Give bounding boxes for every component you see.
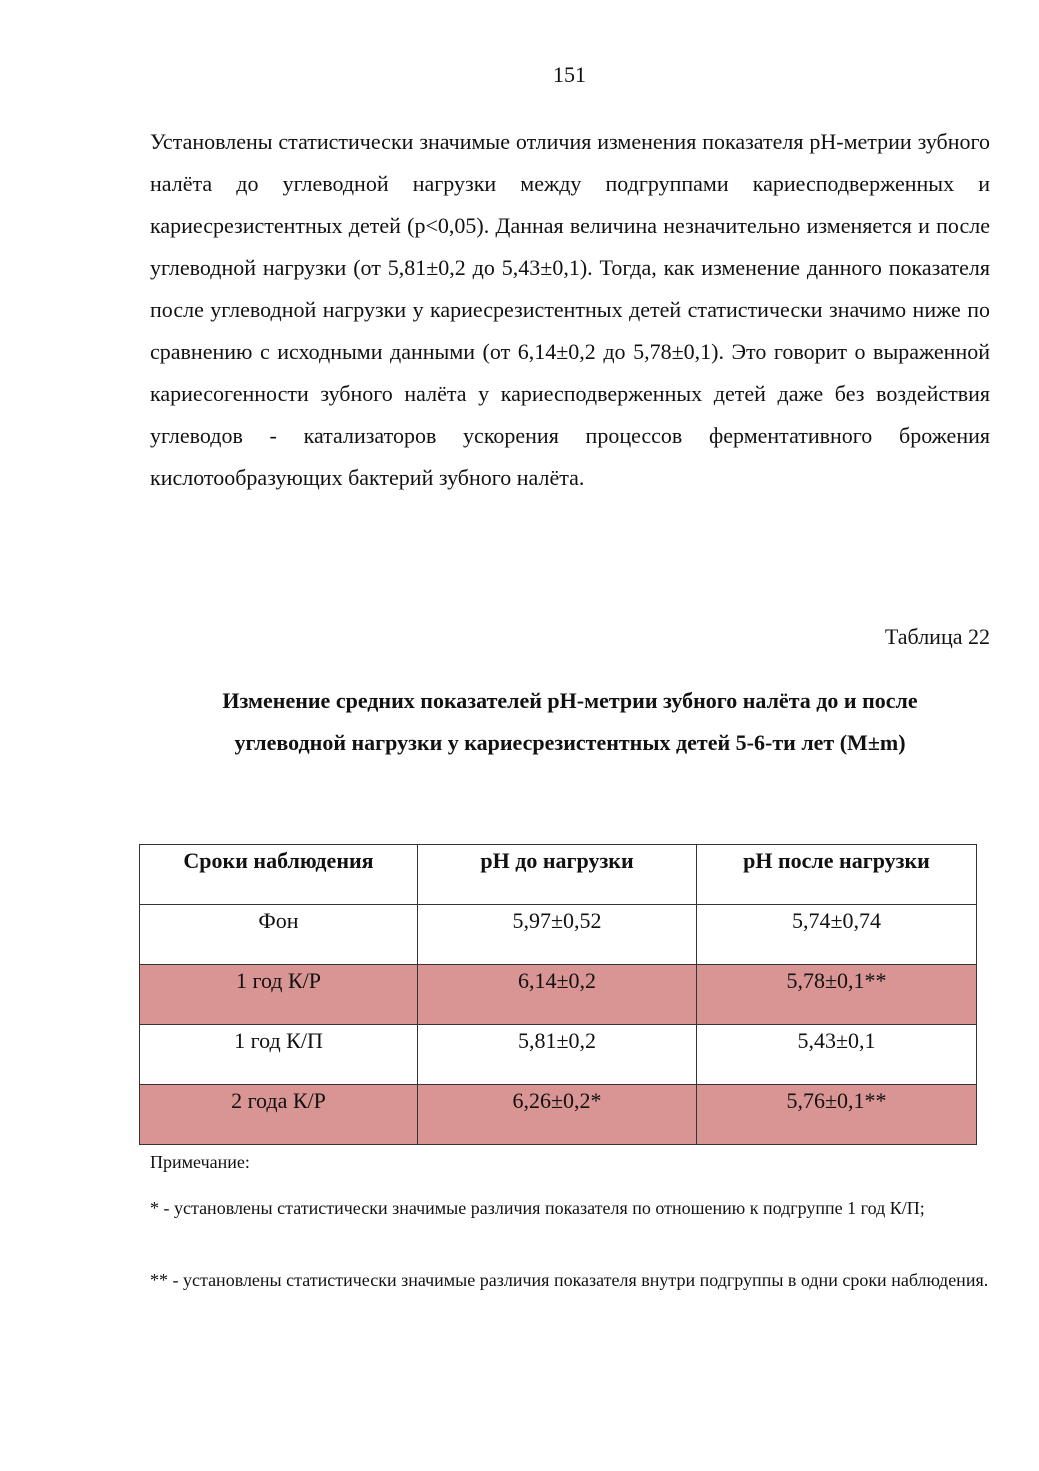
note-double-asterisk: ** - установлены статистически значимые различия показателя внутри подгруппы в одни сроки наблюдения. <box>150 1270 989 1290</box>
table-row <box>140 1025 977 1085</box>
cell-period: Фон <box>140 905 418 965</box>
ph-table <box>139 844 977 1145</box>
table-row <box>140 905 977 965</box>
cell-period: 1 год К/Р <box>140 965 418 1025</box>
table-row <box>140 1085 977 1145</box>
header-ph-before: рН до нагрузки <box>418 845 697 905</box>
cell-ph-before: 6,14±0,2 <box>418 965 697 1025</box>
cell-ph-after: 5,43±0,1 <box>697 1025 977 1085</box>
cell-period: 2 года К/Р <box>140 1085 418 1145</box>
cell-ph-before: 6,26±0,2* <box>418 1085 697 1145</box>
note-title: Примечание: <box>150 1152 250 1172</box>
note-single-asterisk: * - установлены статистически значимые различия показателя по отношению к подгруппе 1 год К/П; <box>150 1198 925 1218</box>
body-paragraph: Установлены статистически значимые отличия изменения показателя pH-метрии зубного налёта до углеводной нагрузки между подгруппами кариесподверженных и кариесрезистентных детей (p<0,05). Данная величина незначительно изменяется и после углеводной нагрузки (от 5,81±0,2 до 5,43±0,1). Тогда, как изменение данного показателя после углеводной нагрузки у кариесрезистентных детей статистически значимо ниже по сравнению с исходными данными (от 6,14±0,2 до 5,78±0,1). Это говорит о выраженной кариесогенности зубного налёта у кариесподверженных детей даже без воздействия углеводов - катализаторов ускорения процессов ферментативного брожения кислотообразующих бактерий зубного налёта. <box>150 129 990 490</box>
header-observation-period: Сроки наблюдения <box>140 845 418 905</box>
table-title-line-2: углеводной нагрузки у кариесрезистентных детей 5-6-ти лет (M±m) <box>234 730 906 755</box>
cell-period: 1 год К/П <box>140 1025 418 1085</box>
cell-ph-before: 5,81±0,2 <box>418 1025 697 1085</box>
header-ph-after: рН после нагрузки <box>697 845 977 905</box>
cell-ph-after: 5,78±0,1** <box>697 965 977 1025</box>
cell-ph-before: 5,97±0,52 <box>418 905 697 965</box>
table-header-row <box>140 845 977 905</box>
cell-ph-after: 5,76±0,1** <box>697 1085 977 1145</box>
table-title-line-1: Изменение средних показателей рН-метрии зубного налёта до и после <box>222 688 918 713</box>
table-title <box>150 680 990 764</box>
table-row <box>140 965 977 1025</box>
cell-ph-after: 5,74±0,74 <box>697 905 977 965</box>
page-number: 151 <box>553 62 586 87</box>
table-label: Таблица 22 <box>884 624 990 649</box>
